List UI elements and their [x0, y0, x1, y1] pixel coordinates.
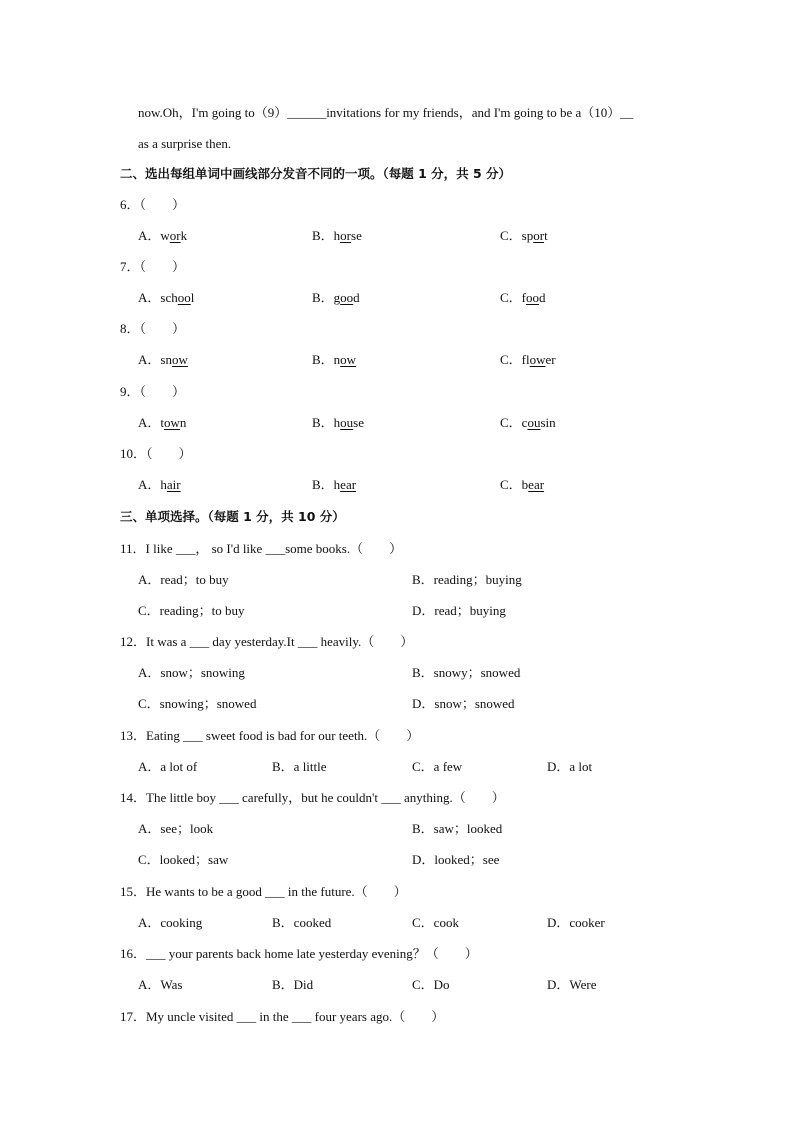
answer-option[interactable]: A．Was [138, 977, 183, 992]
answer-option[interactable] [500, 227, 548, 245]
answer-option[interactable]: D．cooker [547, 915, 605, 930]
word-part: sin [540, 415, 556, 430]
word-part: t [544, 228, 548, 243]
option-letter: A． [138, 352, 161, 367]
word-part: c [521, 415, 528, 430]
answer-option[interactable]: C．a few [412, 759, 463, 774]
word-part: h [333, 477, 341, 492]
section-2-title: 二、选出每组单词中画线部分发音不同的一项。（每题 1 分，共 5 分） [120, 166, 512, 181]
question-number: 10．（ ） [120, 446, 192, 461]
answer-option[interactable]: A．see；look [138, 821, 214, 836]
answer-option[interactable] [500, 289, 546, 307]
answer-option[interactable]: D．a lot [547, 759, 593, 774]
option-letter: C． [500, 228, 522, 243]
answer-option[interactable] [312, 227, 362, 245]
word-part: t [160, 415, 165, 430]
question-number: 8．（ ） [120, 321, 186, 336]
word-part: d [539, 290, 546, 305]
word-part: sp [521, 228, 534, 243]
option-letter: C． [500, 290, 522, 305]
answer-option[interactable] [500, 476, 544, 494]
option-letter: A． [138, 415, 161, 430]
underlined-letters: ear [340, 477, 357, 492]
answer-option[interactable]: B．snowy；snowed [412, 665, 521, 680]
option-letter: A． [138, 228, 161, 243]
section-3-title: 三、单项选择。（每题 1 分，共 10 分） [120, 509, 345, 524]
answer-option[interactable]: B．cooked [272, 915, 332, 930]
word-part: sch [160, 290, 178, 305]
question-number: 9．（ ） [120, 384, 186, 399]
answer-option[interactable]: A．cooking [138, 915, 203, 930]
answer-option[interactable]: D．read；buying [412, 603, 506, 618]
answer-option[interactable] [312, 476, 356, 494]
word-part: k [180, 228, 188, 243]
question-stem: 17．My uncle visited ___ in the ___ four years ago.（ ） [120, 1009, 445, 1024]
underlined-letters: ow [171, 352, 188, 367]
answer-option[interactable] [138, 289, 194, 307]
answer-option[interactable] [138, 476, 181, 494]
answer-option[interactable]: C．Do [412, 977, 450, 992]
answer-option[interactable]: C．reading；to buy [138, 603, 245, 618]
word-part: d [353, 290, 360, 305]
answer-option[interactable] [312, 289, 360, 307]
underlined-letters: ou [340, 415, 354, 430]
underlined-letters: ear [528, 477, 545, 492]
option-letter: B． [312, 415, 334, 430]
underlined-letters: ow [529, 352, 546, 367]
word-part: h [333, 228, 341, 243]
word-part: w [160, 228, 170, 243]
word-part: er [545, 352, 556, 367]
underlined-letters: or [340, 228, 352, 243]
answer-option[interactable] [500, 351, 556, 369]
underlined-letters: or [533, 228, 545, 243]
word-part: se [351, 228, 362, 243]
answer-option[interactable]: A．a lot of [138, 759, 198, 774]
question-stem: 13．Eating ___ sweet food is bad for our teeth.（ ） [120, 728, 420, 743]
answer-option[interactable]: B．reading；buying [412, 572, 522, 587]
answer-option[interactable] [312, 414, 364, 432]
answer-option[interactable] [138, 414, 186, 432]
question-number: 6．（ ） [120, 197, 186, 212]
answer-option[interactable]: B．a little [272, 759, 327, 774]
question-number: 7．（ ） [120, 259, 186, 274]
underlined-letters: oo [340, 290, 354, 305]
question-stem: 12．It was a ___ day yesterday.It ___ heavily.（ ） [120, 634, 414, 649]
question-stem: 11．I like ___， so I'd like ___some books.（ ） [120, 541, 403, 556]
option-letter: A． [138, 290, 161, 305]
answer-option[interactable] [138, 227, 187, 245]
word-part: fl [521, 352, 530, 367]
underlined-letters: oo [526, 290, 540, 305]
question-stem: 15．He wants to be a good ___ in the future.（ ） [120, 884, 407, 899]
underlined-letters: oo [177, 290, 191, 305]
passage-line-1: now.Oh，I'm going to（9）______invitations for my friends，and I'm going to be a（10）__ [138, 105, 634, 120]
answer-option[interactable]: C．snowing；snowed [138, 696, 257, 711]
underlined-letters: air [166, 477, 181, 492]
answer-option[interactable]: D．snow；snowed [412, 696, 515, 711]
passage-line-2: as a surprise then. [138, 136, 232, 151]
option-letter: B． [312, 228, 334, 243]
word-part: l [190, 290, 195, 305]
question-stem: 14．The little boy ___ carefully，but he couldn't ___ anything.（ ） [120, 790, 505, 805]
answer-option[interactable]: B．saw；looked [412, 821, 503, 836]
word-part: se [353, 415, 365, 430]
option-letter: C． [500, 415, 522, 430]
underlined-letters: ow [340, 352, 357, 367]
option-letter: C． [500, 352, 522, 367]
word-part: n [179, 415, 187, 430]
option-letter: A． [138, 477, 161, 492]
option-letter: B． [312, 290, 334, 305]
word-part: h [333, 415, 341, 430]
option-letter: C． [500, 477, 522, 492]
answer-option[interactable]: A．read；to buy [138, 572, 229, 587]
answer-option[interactable] [312, 351, 356, 369]
underlined-letters: or [169, 228, 181, 243]
answer-option[interactable]: C．cook [412, 915, 459, 930]
underlined-letters: ow [164, 415, 180, 430]
answer-option[interactable]: B．Did [272, 977, 314, 992]
answer-option[interactable] [138, 351, 188, 369]
question-stem: 16．___ your parents back home late yesterday evening？（ ） [120, 946, 478, 961]
answer-option[interactable]: D．looked；see [412, 852, 500, 867]
underlined-letters: ou [527, 415, 541, 430]
option-letter: B． [312, 352, 334, 367]
word-part: n [333, 352, 341, 367]
answer-option[interactable]: C．looked；saw [138, 852, 229, 867]
option-letter: B． [312, 477, 334, 492]
answer-option[interactable] [500, 414, 556, 432]
word-part: sn [160, 352, 172, 367]
answer-option[interactable]: A．snow；snowing [138, 665, 245, 680]
answer-option[interactable]: D．Were [547, 977, 597, 992]
word-part: g [333, 290, 341, 305]
word-part: h [160, 477, 167, 492]
word-part: b [521, 477, 529, 492]
word-part: f [521, 290, 527, 305]
